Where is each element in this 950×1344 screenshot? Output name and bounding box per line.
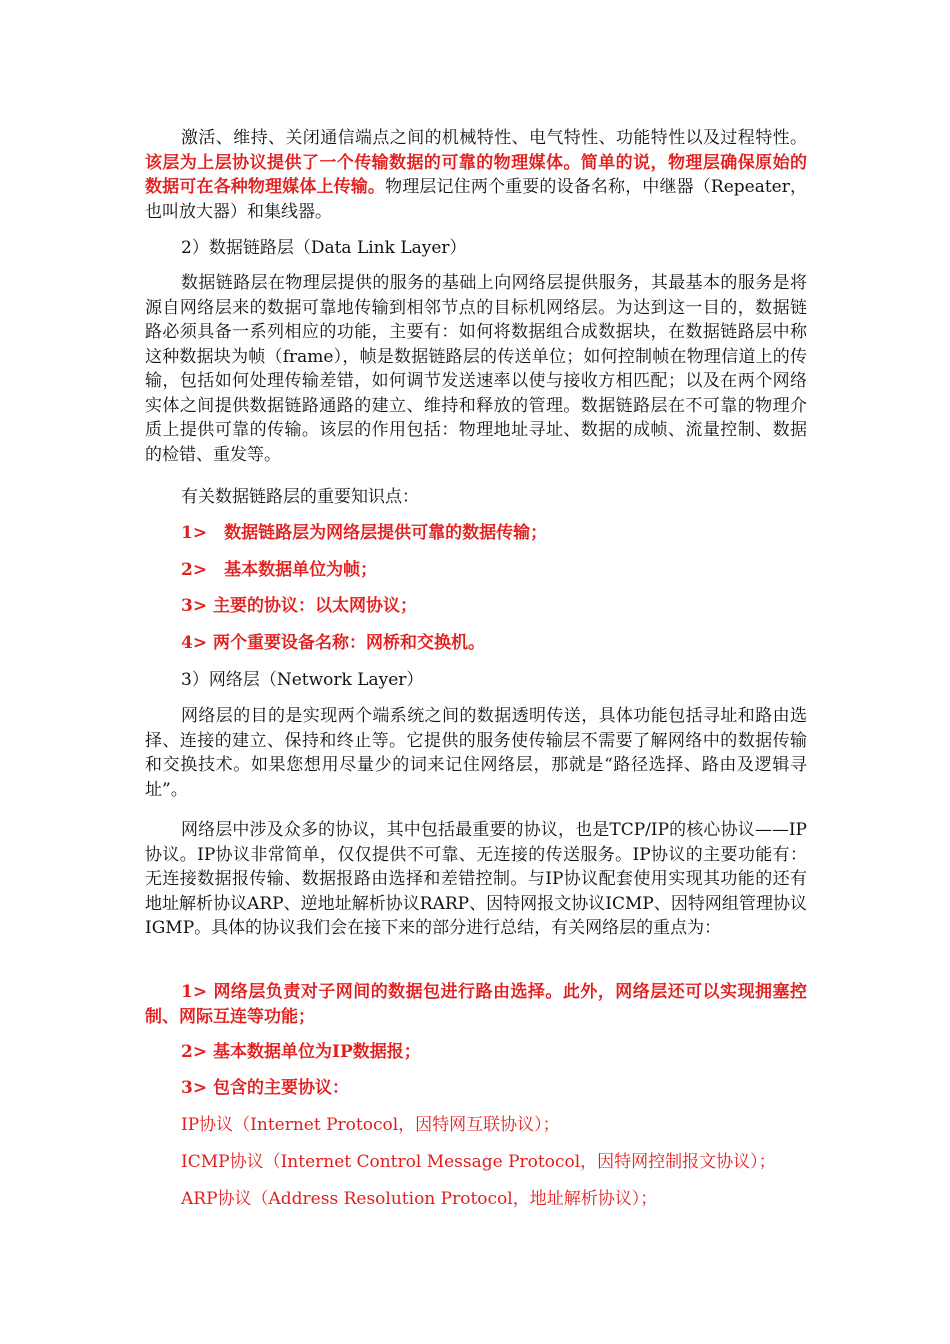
protocol-arp: ARP协议（Address Resolution Protocol，地址解析协议）；	[181, 1189, 658, 1209]
data-link-point-2: 2> 基本数据单位为帧；	[181, 560, 378, 580]
paragraph-network-layer-purpose: 网络层的目的是实现两个端系统之间的数据透明传送，具体功能包括寻址和路由选择、连接的建立、保持和终止等。它提供的服务使传输层不需要了解网络中的数据传输和交换技术。如果您想用尽量少的词来记住网络层，那就是“路径选择、路由及逻辑寻址”。	[145, 706, 807, 800]
paragraph-physical-layer	[145, 126, 807, 224]
paragraph-data-link-layer: 数据链路层在物理层提供的服务的基础上向网络层提供服务，其最基本的服务是将源自网络层来的数据可靠地传输到相邻节点的目标机网络层。为达到这一目的，数据链路必须具备一系列相应的功能，主要有：如何将数据组合成数据块，在数据链路层中称这种数据块为帧（frame），帧是数据链路层的传送单位；如何控制帧在物理信道上的传输，包括如何处理传输差错，如何调节发送速率以使与接收方相匹配；以及在两个网络实体之间提供数据链路通路的建立、维持和释放的管理。数据链路层在不可靠的物理介质上提供可靠的传输。该层的作用包括：物理地址寻址、数据的成帧、流量控制、数据的检错、重发等。	[145, 273, 807, 465]
data-link-point-1: 1> 数据链路层为网络层提供可靠的数据传输；	[181, 523, 548, 543]
network-point-3: 3> 包含的主要协议：	[181, 1078, 349, 1098]
protocol-icmp: ICMP协议（Internet Control Message Protocol，因特网控制报文协议）；	[181, 1152, 776, 1172]
physical-layer-highlight: 该层为上层协议提供了一个传输数据的可靠的物理媒体。简单的说，物理层确保原始的数据可在各种物理媒体上传输。	[145, 152, 807, 197]
network-point-2: 2> 基本数据单位为IP数据报；	[181, 1042, 421, 1062]
data-link-key-points-intro: 有关数据链路层的重要知识点：	[181, 487, 419, 507]
paragraph-network-layer-protocols: 网络层中涉及众多的协议，其中包括最重要的协议，也是TCP/IP的核心协议——IP协议。IP协议非常简单，仅仅提供不可靠、无连接的传送服务。IP协议的主要功能有：无连接数据报传输、数据报路由选择和差错控制。与IP协议配套使用实现其功能的还有地址解析协议ARP、逆地址解析协议RARP、因特网报文协议ICMP、因特网组管理协议IGMP。具体的协议我们会在接下来的部分进行总结，有关网络层的重点为：	[145, 820, 807, 938]
protocol-ip: IP协议（Internet Protocol，因特网互联协议）；	[181, 1115, 560, 1135]
heading-data-link-layer: 2）数据链路层（Data Link Layer）	[181, 238, 467, 258]
heading-network-layer: 3）网络层（Network Layer）	[181, 670, 424, 690]
network-point-1: 1> 网络层负责对子网间的数据包进行路由选择。此外，网络层还可以实现拥塞控制、网际互连等功能；	[145, 982, 807, 1027]
data-link-point-3: 3> 主要的协议：以太网协议；	[181, 596, 417, 616]
data-link-point-4: 4> 两个重要设备名称：网桥和交换机。	[181, 633, 485, 653]
physical-layer-text-b: 物理层记住两个重要的设备名称，中继器（Repeater，也叫放大器）和集线器。	[145, 177, 807, 222]
physical-layer-text-a: 激活、维持、关闭通信端点之间的机械特性、电气特性、功能特性以及过程特性。	[181, 128, 807, 148]
